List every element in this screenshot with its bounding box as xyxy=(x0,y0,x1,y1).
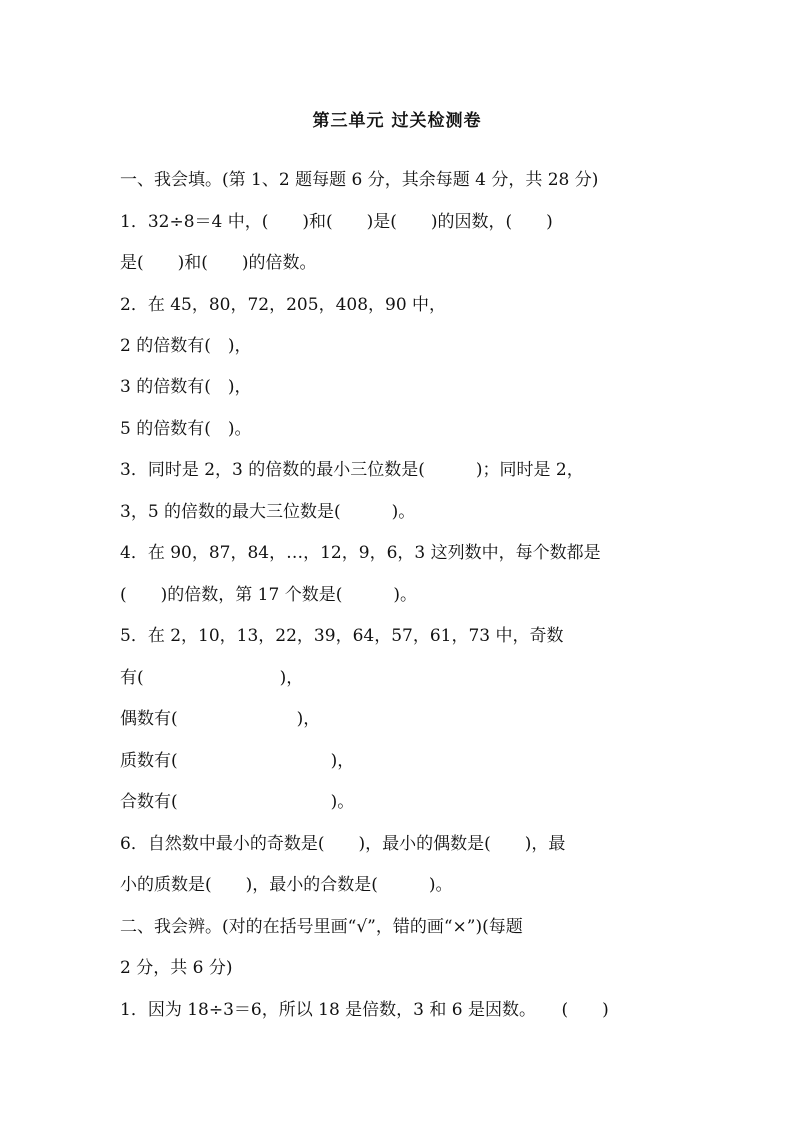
question-5-line-3: 偶数有( )， xyxy=(120,709,321,729)
section-2-heading-line-2: 2 分，共 6 分) xyxy=(120,958,233,978)
question-5-line-4: 质数有( )， xyxy=(120,751,355,771)
question-2-line-4: 5 的倍数有( )。 xyxy=(120,419,252,439)
question-3-line-2: 3，5 的倍数的最大三位数是( )。 xyxy=(120,502,416,522)
question-1-line-1: 1．32÷8＝4 中，( )和( )是( )的因数，( ) xyxy=(120,212,553,232)
section-1-heading: 一、我会填。(第 1、2 题每题 6 分，其余每题 4 分，共 28 分) xyxy=(120,170,599,190)
question-5-line-1: 5．在 2，10，13，22，39，64，57，61，73 中，奇数 xyxy=(120,626,564,646)
question-5-line-5: 合数有( )。 xyxy=(120,792,355,812)
page-title: 第三单元 过关检测卷 xyxy=(312,111,482,131)
question-5-line-2: 有( )， xyxy=(120,668,304,688)
judge-question-1: 1．因为 18÷3＝6，所以 18 是倍数，3 和 6 是因数。 ( ) xyxy=(120,1000,609,1020)
question-2-line-2: 2 的倍数有( )， xyxy=(120,336,252,356)
question-2-line-3: 3 的倍数有( )， xyxy=(120,377,252,397)
question-1-line-2: 是( )和( )的倍数。 xyxy=(120,253,317,273)
question-6-line-2: 小的质数是( )，最小的合数是( )。 xyxy=(120,875,453,895)
question-4-line-2: ( )的倍数，第 17 个数是( )。 xyxy=(120,585,417,605)
question-2-line-1: 2．在 45，80，72，205，408，90 中， xyxy=(120,295,447,315)
question-3-line-1: 3．同时是 2，3 的倍数的最小三位数是( )；同时是 2， xyxy=(120,460,584,480)
section-2-heading-line-1: 二、我会辨。(对的在括号里画“√”，错的画“×”)(每题 xyxy=(120,917,523,937)
question-6-line-1: 6．自然数中最小的奇数是( )，最小的偶数是( )，最 xyxy=(120,834,566,854)
question-4-line-1: 4．在 90，87，84，…，12，9，6，3 这列数中，每个数都是 xyxy=(120,543,601,563)
